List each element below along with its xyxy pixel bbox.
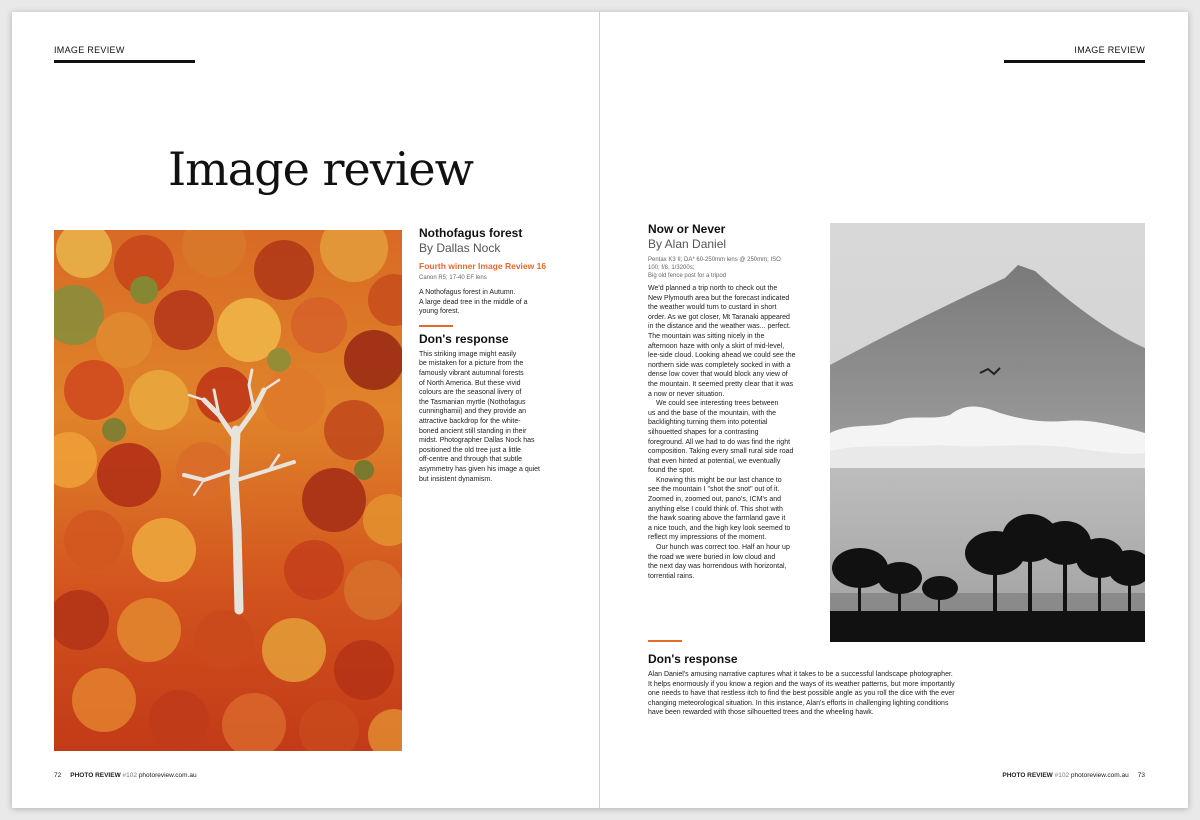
camera-specs — [648, 256, 828, 280]
response-line: famously vibrant autumnal forests — [419, 369, 524, 377]
response-line: but insistent dynamism. — [419, 475, 493, 483]
story-line: lee-side cloud. Looking ahead we could see the — [648, 352, 796, 360]
response-text — [648, 670, 1148, 718]
issue-number: #102 — [1054, 772, 1070, 779]
response-line: Alan Daniel's amusing narrative captures what it takes to be a successful landscape photographer. — [648, 671, 953, 678]
story-paragraph — [648, 476, 828, 543]
story-line: We'd planned a trip north to check out the — [648, 285, 778, 292]
response-heading: Don's response — [419, 331, 509, 346]
magazine-spread — [12, 12, 1188, 808]
page-number: 73 — [1137, 772, 1145, 779]
response-line: have been rewarded with those silhouetted trees and the wheeling hawk. — [648, 709, 874, 717]
winner-label: Fourth winner Image Review 16 — [419, 261, 547, 271]
story-line: foreground. All we had to do was find the right — [648, 438, 791, 446]
response-line: the Tasmanian myrtle (Nothofagus — [419, 398, 526, 406]
magazine-name: PHOTO REVIEW — [70, 772, 121, 779]
story-line: Knowing this might be our last chance to — [656, 476, 782, 484]
story-line: the road we were buried in low cloud and — [648, 553, 776, 561]
caption-line: A Nothofagus forest in Autumn. — [419, 289, 516, 296]
page-number: 72 — [54, 772, 62, 779]
response-line: midst. Photographer Dallas Nock has — [419, 437, 535, 445]
response-line: It helps enormously if you know a region and the ways of its weather patterns, but more importantly — [648, 680, 955, 688]
story-line: backlighting turning them into potential — [648, 419, 768, 427]
caption-line: young forest. — [419, 308, 460, 316]
story-line: a now or never situation. — [648, 390, 725, 398]
response-line: cunninghamii) and they provide an — [419, 408, 527, 416]
entry-byline: By Alan Daniel — [648, 237, 727, 251]
story-line: We could see interesting trees between — [656, 400, 779, 408]
response-heading: Don's response — [648, 652, 738, 666]
story-line: found the spot. — [648, 467, 695, 475]
story-line: dense low cover that would block any view of — [648, 371, 788, 379]
specs-line: Big old fence post for a tripod — [648, 273, 727, 279]
response-line: boned ancient still standing in their — [419, 427, 527, 435]
specs-line: Pentax K3 II; DA* 60-250mm lens @ 250mm; ISO — [648, 257, 781, 263]
camera-specs: Canon R5; 17-40 EF lens — [419, 275, 487, 281]
story-line: the weather would turn to custard in short — [648, 304, 777, 312]
story-line: anything else I could think of. This shot with — [648, 505, 783, 513]
story-line: torrential rains. — [648, 572, 695, 580]
story-line: The mountain was sitting nicely in the — [648, 332, 765, 340]
right-response — [648, 652, 1148, 718]
response-line: colours are the seasonal livery of — [419, 389, 522, 397]
left-page — [12, 12, 600, 808]
story-line: that even hinted at potential, we eventually — [648, 457, 781, 465]
entry-byline: By Dallas Nock — [419, 241, 501, 255]
response-line: one needs to have that restless itch to find the best possible angle as you roll the dice with the ever — [648, 690, 955, 698]
story-line: Our hunch was correct too. Half an hour up — [656, 544, 790, 552]
story-line: silhouetted shapes for a contrasting — [648, 428, 759, 436]
caption-line: A large dead tree in the middle of a — [419, 298, 528, 306]
response-line: be mistaken for a picture from the — [419, 360, 524, 368]
footer-right — [1002, 772, 1145, 779]
accent-rule — [419, 325, 453, 327]
section-label-left: IMAGE REVIEW — [54, 45, 125, 55]
response-line: asymmetry has given his image a quiet — [419, 465, 540, 473]
story-line: northern side was completely socked in with a — [648, 361, 791, 369]
story-line: the next day was horrendous with horizontal, — [648, 563, 787, 571]
story-paragraph — [648, 284, 828, 399]
right-entry — [648, 222, 828, 581]
story-line: Zoomed in, zoomed out, pano's, ICM's and — [648, 496, 782, 504]
story-line: the hawk soaring above the farmland gave it — [648, 515, 786, 523]
response-line: positioned the old tree just a little — [419, 446, 521, 454]
story-text — [648, 284, 828, 581]
response-line: of North America. But these vivid — [419, 379, 521, 387]
entry-title: Nothofagus forest — [419, 226, 523, 240]
story-line: reflect my impressions of the moment. — [648, 534, 767, 542]
response-text — [419, 350, 579, 484]
page-title: Image review — [168, 142, 474, 196]
left-entry — [419, 226, 579, 484]
website: photoreview.com.au — [1070, 772, 1129, 779]
footer-left — [54, 772, 197, 779]
response-line: This striking image might easily — [419, 350, 517, 358]
photo-caption — [419, 288, 579, 317]
mountain-photo — [830, 223, 1145, 642]
specs-line: 100; f/8, 1/3200s; — [648, 265, 695, 271]
story-line: the mountain. It seemed pretty clear that it was — [648, 380, 794, 388]
story-line: a nice touch, and the high key look seemed to — [648, 524, 791, 532]
story-paragraph — [648, 543, 828, 581]
section-rule-left — [54, 60, 195, 63]
story-line: in the distance and the weather was... perfect. — [648, 323, 791, 331]
story-paragraph — [648, 399, 828, 476]
section-rule-right — [1004, 60, 1145, 63]
story-line: New Plymouth area but the forecast indicated — [648, 294, 790, 302]
section-label-right: IMAGE REVIEW — [1074, 45, 1145, 55]
accent-rule — [648, 640, 682, 642]
right-page — [600, 12, 1188, 808]
story-line: afternoon haze with only a skirt of mid-level, — [648, 342, 785, 350]
entry-title: Now or Never — [648, 222, 726, 236]
magazine-name: PHOTO REVIEW — [1002, 772, 1053, 779]
story-line: us and the base of the mountain, with the — [648, 409, 777, 417]
response-line: off-centre and through that subtle — [419, 456, 522, 464]
story-line: composition. Taking every small rural side road — [648, 448, 794, 456]
story-line: see the mountain I "shot the snot" out of it. — [648, 486, 780, 494]
website: photoreview.com.au — [138, 772, 197, 779]
response-line: changing meteorological situation. In this instance, Alan's efforts in challenging lighting conditions — [648, 699, 949, 707]
issue-number: #102 — [122, 772, 137, 779]
story-line: order. As we got closer, Mt Taranaki appeared — [648, 313, 790, 321]
forest-photo — [54, 230, 402, 751]
response-line: attractive backdrop for the white- — [419, 417, 521, 425]
